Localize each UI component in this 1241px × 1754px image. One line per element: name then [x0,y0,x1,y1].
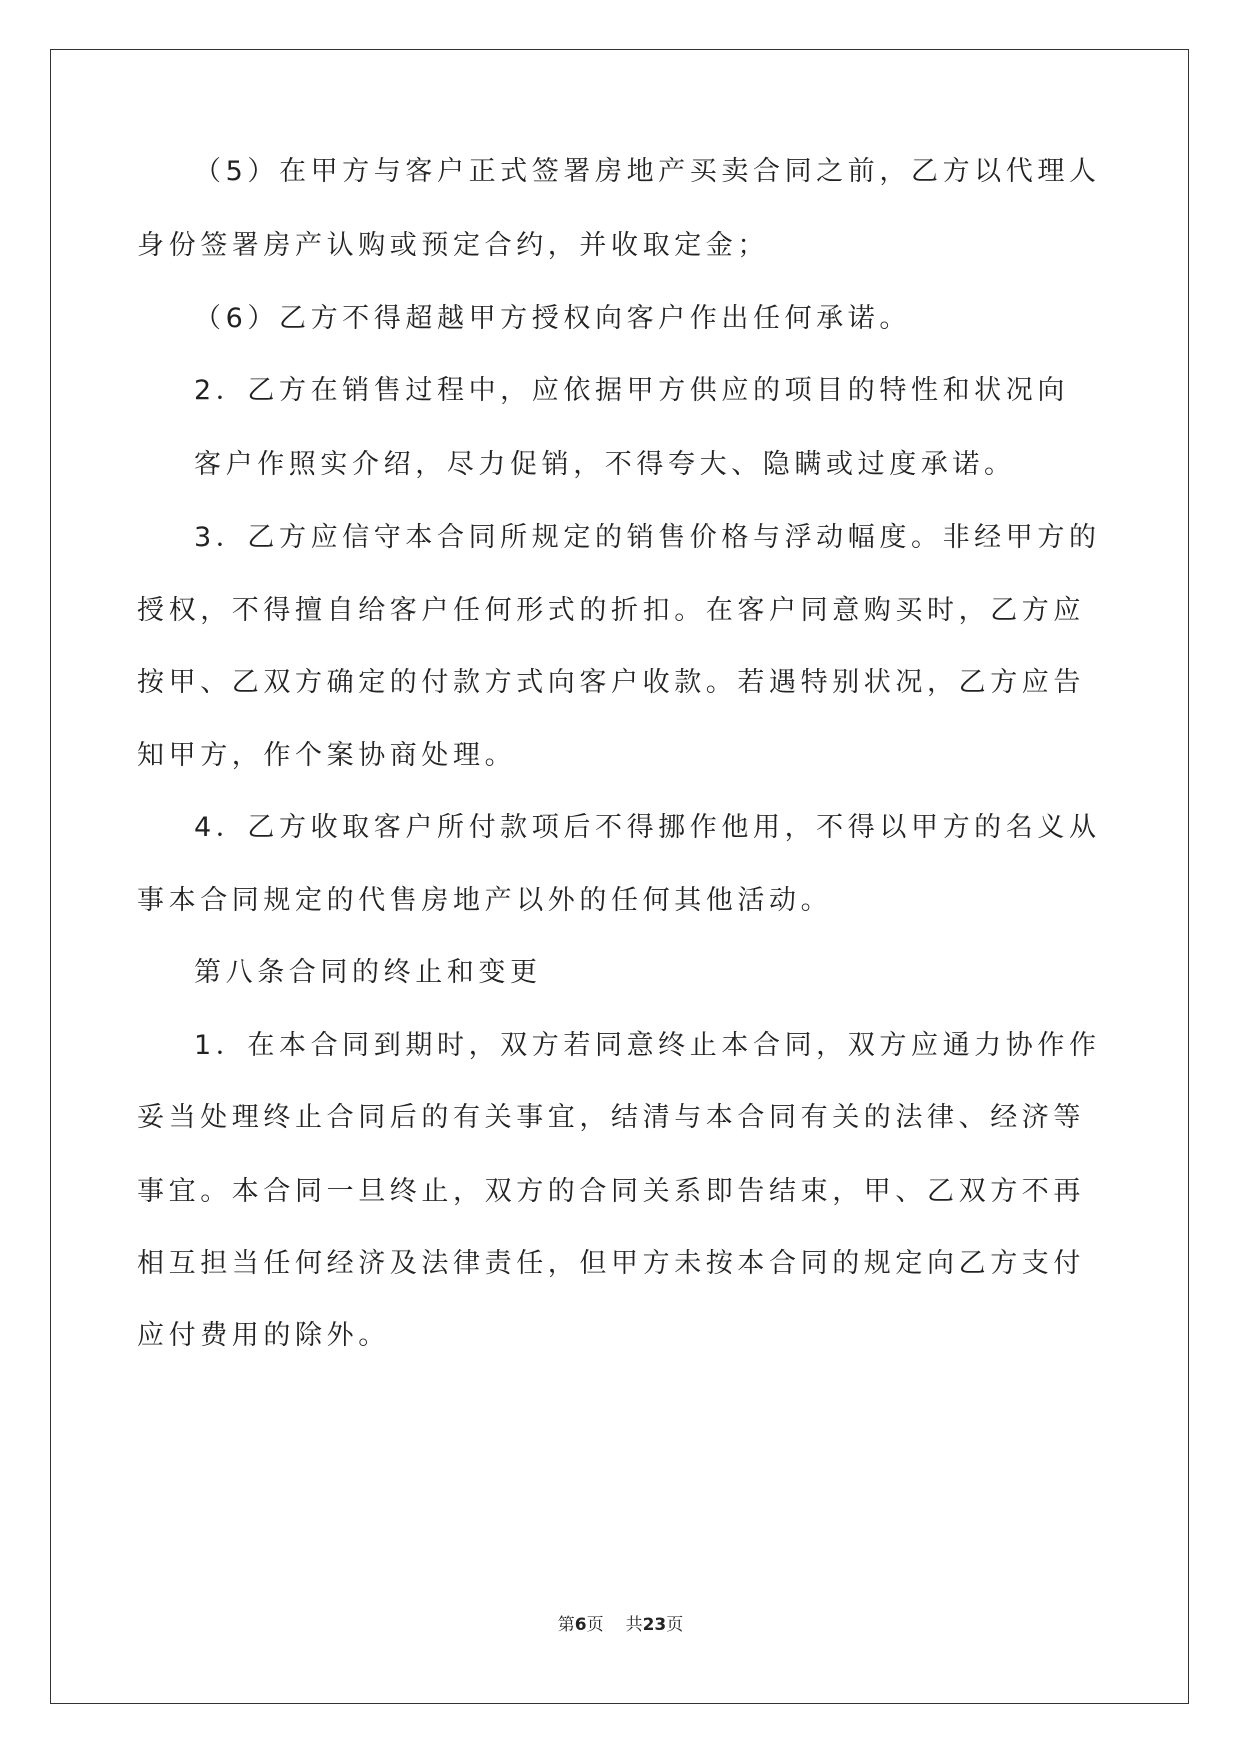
paragraph-line-14: 妥当处理终止合同后的有关事宜，结清与本合同有关的法律、经济等 [137,1102,1085,1133]
paragraph-line-4: 2．乙方在销售过程中，应依据甲方供应的项目的特性和状况向 [194,375,1069,406]
paragraph-line-16: 相互担当任何经济及法律责任，但甲方未按本合同的规定向乙方支付 [137,1248,1085,1279]
total-suffix: 页 [666,1615,684,1635]
page-border [50,49,1189,1704]
page-number: 6 [574,1615,587,1635]
paragraph-line-15: 事宜。本合同一旦终止，双方的合同关系即告结束，甲、乙双方不再 [137,1176,1085,1207]
total-prefix: 共 [625,1615,643,1635]
paragraph-line-3: （6）乙方不得超越甲方授权向客户作出任何承诺。 [194,303,911,334]
paragraph-line-10: 4．乙方收取客户所付款项后不得挪作他用，不得以甲方的名义从 [194,812,1101,843]
paragraph-line-11: 事本合同规定的代售房地产以外的任何其他活动。 [137,885,833,916]
paragraph-line-7: 授权，不得擅自给客户任何形式的折扣。在客户同意购买时，乙方应 [137,595,1085,626]
paragraph-line-9: 知甲方，作个案协商处理。 [137,740,517,771]
page-prefix: 第 [557,1615,575,1635]
paragraph-line-8: 按甲、乙双方确定的付款方式向客户收款。若遇特别状况，乙方应告 [137,667,1085,698]
paragraph-line-2: 身份签署房产认购或预定合约，并收取定金； [137,230,769,261]
section-heading: 第八条合同的终止和变更 [194,957,542,988]
paragraph-line-13: 1．在本合同到期时，双方若同意终止本合同，双方应通力协作作 [194,1030,1101,1061]
paragraph-line-1: （5）在甲方与客户正式签署房地产买卖合同之前，乙方以代理人 [194,156,1101,187]
paragraph-line-5: 客户作照实介绍，尽力促销，不得夸大、隐瞒或过度承诺。 [194,449,1016,480]
paragraph-line-6: 3．乙方应信守本合同所规定的销售价格与浮动幅度。非经甲方的 [194,522,1101,553]
page-footer [0,1610,1241,1635]
total-pages: 23 [642,1615,667,1635]
page-suffix: 页 [586,1615,604,1635]
paragraph-line-17: 应付费用的除外。 [137,1320,390,1351]
